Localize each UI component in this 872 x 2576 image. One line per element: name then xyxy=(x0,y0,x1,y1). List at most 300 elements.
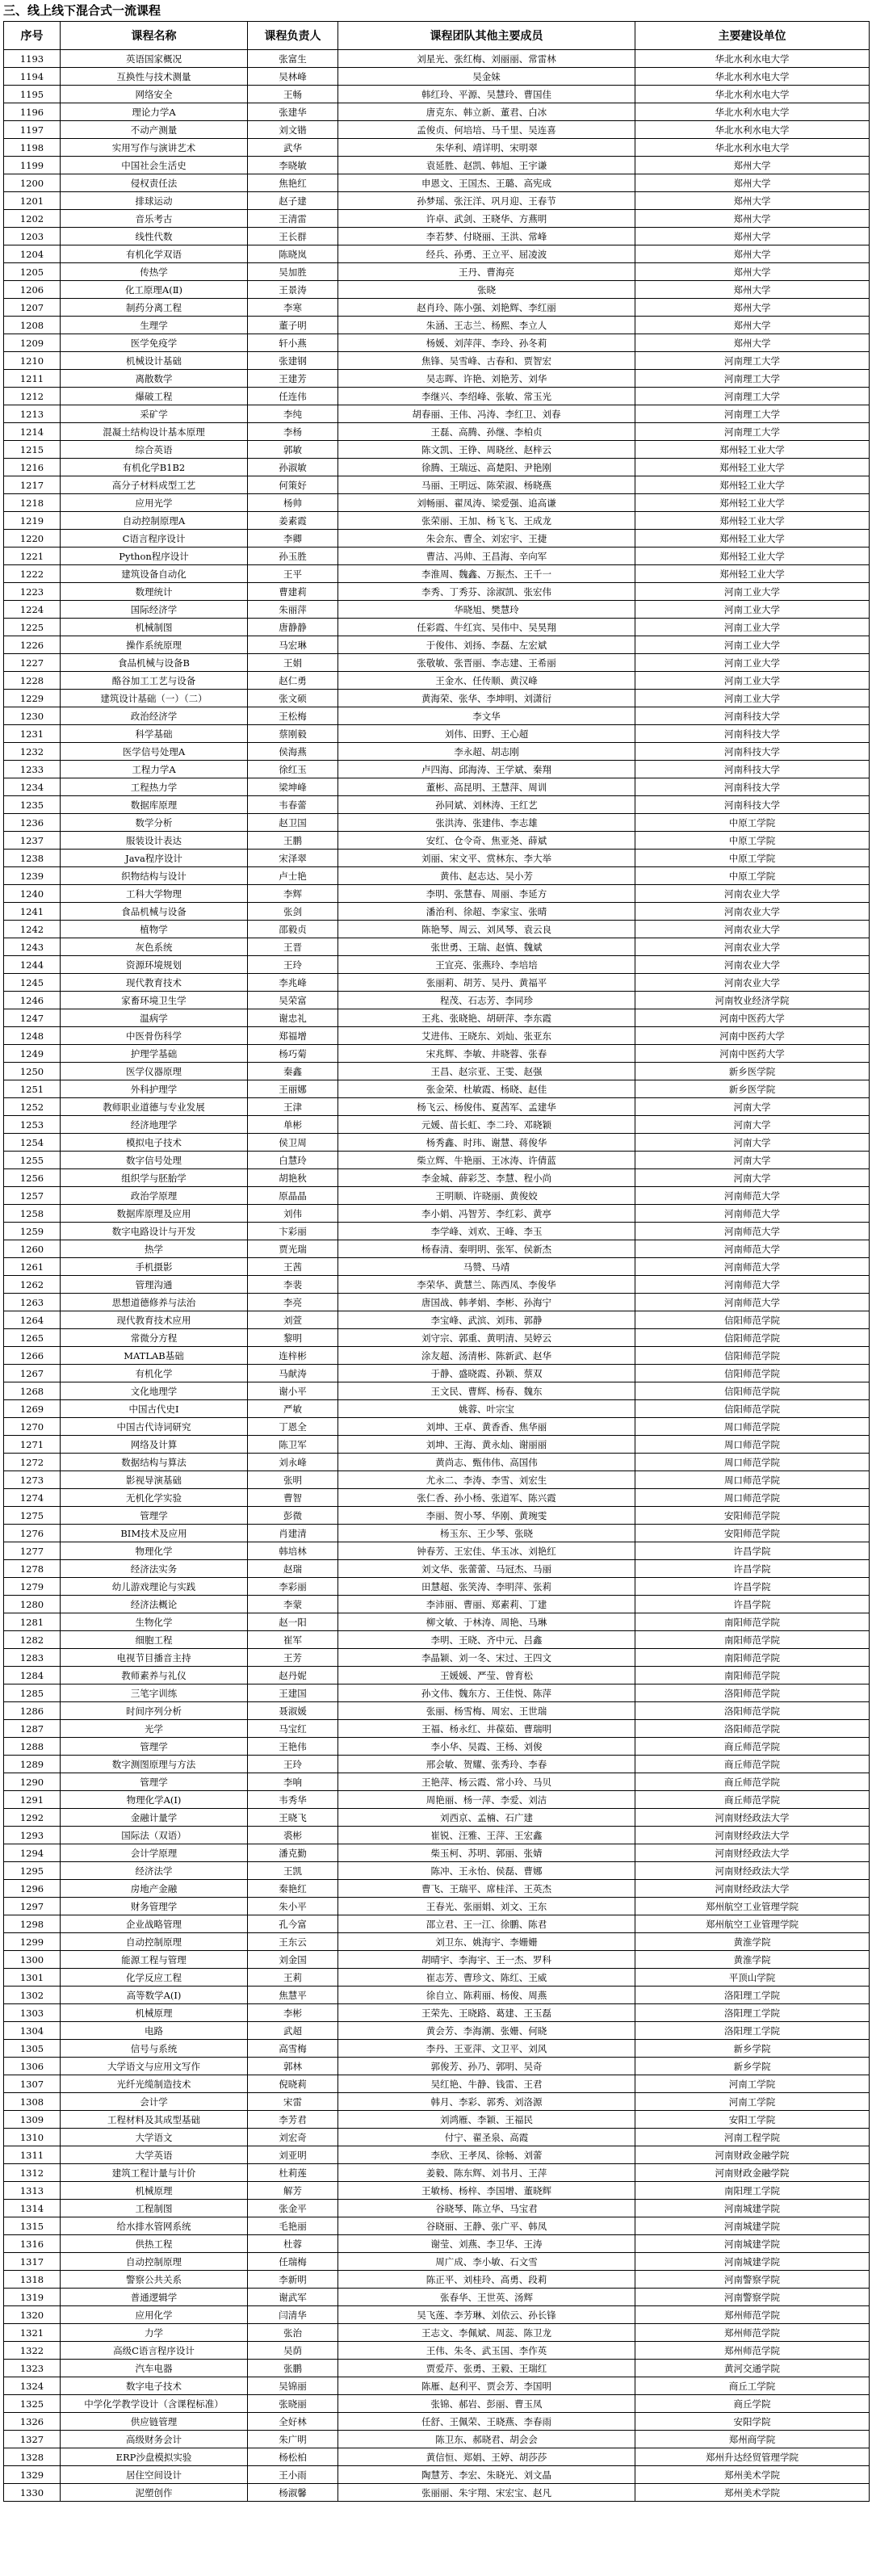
cell-team-members: 李晶颖、刘一冬、宋过、王四文 xyxy=(338,1649,635,1667)
cell-number: 1230 xyxy=(4,707,61,725)
cell-course-name: 理论力学A xyxy=(61,103,248,121)
table-row xyxy=(4,2200,870,2217)
cell-course-leader: 刘文锴 xyxy=(248,121,338,139)
cell-course-name: 电视节目播音主持 xyxy=(61,1649,248,1667)
cell-number: 1275 xyxy=(4,1507,61,1525)
cell-team-members: 李若梦、付晓丽、王洪、常峰 xyxy=(338,228,635,245)
table-row xyxy=(4,405,870,423)
cell-course-name: 给水排水管网系统 xyxy=(61,2217,248,2235)
cell-course-leader: 宋泽翠 xyxy=(248,850,338,867)
cell-team-members: 董彬、高昆明、王慧萍、周训 xyxy=(338,778,635,796)
cell-institution: 周口师范学院 xyxy=(635,1471,870,1489)
cell-course-leader: 唐静静 xyxy=(248,619,338,636)
cell-institution: 信阳师范学院 xyxy=(635,1365,870,1382)
cell-course-leader: 谢忠礼 xyxy=(248,1009,338,1027)
cell-institution: 南阳理工学院 xyxy=(635,2182,870,2200)
cell-number: 1263 xyxy=(4,1294,61,1311)
cell-course-leader: 李辉 xyxy=(248,885,338,903)
cell-course-name: 影视导演基础 xyxy=(61,1471,248,1489)
cell-team-members: 申恩文、王国杰、王璐、高宪成 xyxy=(338,174,635,192)
table-row xyxy=(4,423,870,441)
cell-course-name: 经济法实务 xyxy=(61,1560,248,1578)
cell-course-name: 综合英语 xyxy=(61,441,248,459)
table-row xyxy=(4,2271,870,2289)
cell-course-leader: 张剑 xyxy=(248,903,338,921)
cell-team-members: 张洪涛、张建伟、李志雄 xyxy=(338,814,635,832)
cell-institution: 河南城建学院 xyxy=(635,2235,870,2253)
cell-institution: 华北水利水电大学 xyxy=(635,86,870,103)
cell-number: 1244 xyxy=(4,956,61,974)
cell-number: 1254 xyxy=(4,1134,61,1152)
table-row xyxy=(4,1987,870,2004)
cell-course-leader: 曹建莉 xyxy=(248,583,338,601)
cell-team-members: 谷晓丽、王静、张广平、韩凤 xyxy=(338,2217,635,2235)
cell-course-name: 经济法学 xyxy=(61,1862,248,1880)
cell-number: 1211 xyxy=(4,370,61,388)
cell-course-leader: 杜莉莲 xyxy=(248,2164,338,2182)
cell-institution: 郑州大学 xyxy=(635,263,870,281)
cell-institution: 郑州升达经贸管理学院 xyxy=(635,2448,870,2466)
cell-institution: 郑州轻工业大学 xyxy=(635,459,870,476)
cell-number: 1307 xyxy=(4,2075,61,2093)
table-row xyxy=(4,1276,870,1294)
header-institution: 主要建设单位 xyxy=(635,22,870,50)
cell-team-members: 陈正平、刘桂玲、高勇、段莉 xyxy=(338,2271,635,2289)
table-row xyxy=(4,1152,870,1169)
cell-course-name: 会计学原理 xyxy=(61,1844,248,1862)
cell-course-leader: 张治 xyxy=(248,2324,338,2342)
cell-institution: 河南科技大学 xyxy=(635,778,870,796)
cell-institution: 信阳师范学院 xyxy=(635,1329,870,1347)
cell-institution: 河南农业大学 xyxy=(635,885,870,903)
cell-institution: 河南师范大学 xyxy=(635,1258,870,1276)
cell-number: 1290 xyxy=(4,1773,61,1791)
cell-number: 1234 xyxy=(4,778,61,796)
cell-institution: 河南工学院 xyxy=(635,2075,870,2093)
cell-team-members: 姚蓉、叶宗宝 xyxy=(338,1400,635,1418)
cell-number: 1296 xyxy=(4,1880,61,1898)
table-row xyxy=(4,174,870,192)
cell-team-members: 柴玉柯、苏明、郭丽、张婧 xyxy=(338,1844,635,1862)
cell-course-name: 建筑工程计量与计价 xyxy=(61,2164,248,2182)
cell-team-members: 吴红艳、牛静、钱雷、王君 xyxy=(338,2075,635,2093)
table-row xyxy=(4,583,870,601)
cell-institution: 河南工业大学 xyxy=(635,619,870,636)
cell-course-name: BIM技术及应用 xyxy=(61,1525,248,1542)
cell-institution: 河南大学 xyxy=(635,1098,870,1116)
cell-number: 1326 xyxy=(4,2413,61,2431)
table-row xyxy=(4,654,870,672)
cell-institution: 河南理工大学 xyxy=(635,388,870,405)
table-row xyxy=(4,636,870,654)
cell-course-leader: 张文硕 xyxy=(248,690,338,707)
cell-course-name: 模拟电子技术 xyxy=(61,1134,248,1152)
table-row xyxy=(4,1116,870,1134)
cell-institution: 安阳学院 xyxy=(635,2413,870,2431)
cell-course-leader: 朱广明 xyxy=(248,2431,338,2448)
cell-institution: 河南财政金融学院 xyxy=(635,2146,870,2164)
cell-course-leader: 卞彩丽 xyxy=(248,1223,338,1240)
table-row xyxy=(4,1205,870,1223)
cell-course-leader: 李纯 xyxy=(248,405,338,423)
cell-institution: 洛阳师范学院 xyxy=(635,1684,870,1702)
table-row xyxy=(4,743,870,761)
cell-number: 1330 xyxy=(4,2484,61,2502)
table-row xyxy=(4,1258,870,1276)
table-row xyxy=(4,885,870,903)
cell-team-members: 程茂、石志芳、李同珍 xyxy=(338,992,635,1009)
cell-course-leader: 赵仁勇 xyxy=(248,672,338,690)
cell-institution: 郑州轻工业大学 xyxy=(635,512,870,530)
cell-number: 1260 xyxy=(4,1240,61,1258)
cell-team-members: 马丽、王明远、陈荣淑、杨晓燕 xyxy=(338,476,635,494)
cell-course-leader: 全好林 xyxy=(248,2413,338,2431)
table-row xyxy=(4,601,870,619)
cell-course-leader: 聂淑媛 xyxy=(248,1702,338,1720)
cell-course-name: C语言程序设计 xyxy=(61,530,248,548)
cell-number: 1195 xyxy=(4,86,61,103)
cell-institution: 河南理工大学 xyxy=(635,423,870,441)
cell-course-name: 管理学 xyxy=(61,1507,248,1525)
cell-course-name: 中医骨伤科学 xyxy=(61,1027,248,1045)
cell-course-leader: 高雪梅 xyxy=(248,2040,338,2058)
cell-course-name: 自动控制原理 xyxy=(61,2253,248,2271)
table-row xyxy=(4,1507,870,1525)
cell-team-members: 张春华、王世英、汤辉 xyxy=(338,2289,635,2306)
cell-course-leader: 吴锦丽 xyxy=(248,2377,338,2395)
cell-number: 1274 xyxy=(4,1489,61,1507)
cell-team-members: 华晓旭、樊慧玲 xyxy=(338,601,635,619)
table-row xyxy=(4,1418,870,1436)
cell-institution: 河南师范大学 xyxy=(635,1294,870,1311)
cell-team-members: 邢会敏、贺耀、张秀玲、李春 xyxy=(338,1756,635,1773)
cell-institution: 河南师范大学 xyxy=(635,1240,870,1258)
table-row xyxy=(4,1525,870,1542)
cell-number: 1282 xyxy=(4,1631,61,1649)
cell-team-members: 黄伟、赵志达、吴小芳 xyxy=(338,867,635,885)
cell-course-leader: 张明 xyxy=(248,1471,338,1489)
cell-course-name: 热学 xyxy=(61,1240,248,1258)
cell-institution: 河南科技大学 xyxy=(635,743,870,761)
cell-course-name: 有机化学B1B2 xyxy=(61,459,248,476)
cell-course-leader: 李杨 xyxy=(248,423,338,441)
cell-course-name: 离散数学 xyxy=(61,370,248,388)
cell-institution: 河南理工大学 xyxy=(635,370,870,388)
table-row xyxy=(4,1187,870,1205)
cell-institution: 河南科技大学 xyxy=(635,761,870,778)
cell-course-leader: 刘伟 xyxy=(248,1205,338,1223)
table-row xyxy=(4,2129,870,2146)
cell-course-leader: 张金平 xyxy=(248,2200,338,2217)
cell-course-leader: 马宏琳 xyxy=(248,636,338,654)
cell-institution: 河南中医药大学 xyxy=(635,1009,870,1027)
cell-course-name: 数据库原理 xyxy=(61,796,248,814)
cell-course-leader: 王丽娜 xyxy=(248,1080,338,1098)
table-row xyxy=(4,1720,870,1738)
cell-institution: 信阳师范学院 xyxy=(635,1347,870,1365)
cell-number: 1268 xyxy=(4,1382,61,1400)
cell-course-name: 工程制图 xyxy=(61,2200,248,2217)
cell-institution: 河南城建学院 xyxy=(635,2200,870,2217)
cell-institution: 周口师范学院 xyxy=(635,1454,870,1471)
cell-course-leader: 朱丽萍 xyxy=(248,601,338,619)
cell-team-members: 谢莹、刘燕、李卫华、王涛 xyxy=(338,2235,635,2253)
cell-course-name: 建筑设计基础（一）（二） xyxy=(61,690,248,707)
cell-course-leader: 丁恩全 xyxy=(248,1418,338,1436)
table-row xyxy=(4,1311,870,1329)
cell-course-name: 幼儿游戏理论与实践 xyxy=(61,1578,248,1596)
table-row xyxy=(4,814,870,832)
cell-number: 1232 xyxy=(4,743,61,761)
cell-course-name: 传热学 xyxy=(61,263,248,281)
cell-course-leader: 王玲 xyxy=(248,1756,338,1773)
cell-course-leader: 刘宏奇 xyxy=(248,2129,338,2146)
cell-institution: 郑州师范学院 xyxy=(635,2342,870,2360)
cell-course-name: 资源环境规划 xyxy=(61,956,248,974)
cell-course-name: 网络安全 xyxy=(61,86,248,103)
cell-institution: 郑州航空工业管理学院 xyxy=(635,1898,870,1915)
cell-number: 1306 xyxy=(4,2058,61,2075)
cell-institution: 华北水利水电大学 xyxy=(635,121,870,139)
cell-course-leader: 王景涛 xyxy=(248,281,338,299)
cell-institution: 周口师范学院 xyxy=(635,1436,870,1454)
cell-course-name: 会计学 xyxy=(61,2093,248,2111)
cell-institution: 洛阳理工学院 xyxy=(635,2004,870,2022)
cell-number: 1289 xyxy=(4,1756,61,1773)
table-row xyxy=(4,299,870,317)
cell-number: 1252 xyxy=(4,1098,61,1116)
cell-institution: 中原工学院 xyxy=(635,850,870,867)
cell-number: 1322 xyxy=(4,2342,61,2360)
table-row xyxy=(4,1827,870,1844)
table-row xyxy=(4,334,870,352)
cell-course-name: 现代教育技术 xyxy=(61,974,248,992)
cell-course-leader: 李芳君 xyxy=(248,2111,338,2129)
cell-institution: 黄淮学院 xyxy=(635,1951,870,1969)
cell-course-leader: 杨帅 xyxy=(248,494,338,512)
cell-institution: 许昌学院 xyxy=(635,1542,870,1560)
cell-course-name: 织物结构与设计 xyxy=(61,867,248,885)
table-row xyxy=(4,2448,870,2466)
cell-institution: 河南科技大学 xyxy=(635,725,870,743)
cell-team-members: 刘丽、宋文平、赏林东、李大举 xyxy=(338,850,635,867)
cell-number: 1251 xyxy=(4,1080,61,1098)
cell-team-members: 艾进伟、王晓东、刘灿、张亚东 xyxy=(338,1027,635,1045)
cell-institution: 河南财经政法大学 xyxy=(635,1844,870,1862)
cell-institution: 洛阳理工学院 xyxy=(635,1987,870,2004)
cell-institution: 南阳师范学院 xyxy=(635,1667,870,1684)
cell-number: 1310 xyxy=(4,2129,61,2146)
cell-number: 1314 xyxy=(4,2200,61,2217)
cell-course-name: 高级C语言程序设计 xyxy=(61,2342,248,2360)
table-row xyxy=(4,352,870,370)
cell-number: 1279 xyxy=(4,1578,61,1596)
table-row xyxy=(4,1702,870,1720)
table-row xyxy=(4,2164,870,2182)
cell-institution: 南阳师范学院 xyxy=(635,1631,870,1649)
cell-team-members: 张锦、郝岩、彭丽、曹玉凤 xyxy=(338,2395,635,2413)
cell-team-members: 王艳萍、杨云霞、常小玲、马贝 xyxy=(338,1773,635,1791)
table-row xyxy=(4,1347,870,1365)
cell-institution: 河南大学 xyxy=(635,1116,870,1134)
cell-course-leader: 梁坤峰 xyxy=(248,778,338,796)
cell-course-leader: 彭微 xyxy=(248,1507,338,1525)
cell-team-members: 柴立辉、牛艳丽、王冰涛、许倩蓝 xyxy=(338,1152,635,1169)
cell-institution: 许昌学院 xyxy=(635,1578,870,1596)
cell-course-leader: 王玲 xyxy=(248,956,338,974)
cell-number: 1202 xyxy=(4,210,61,228)
cell-institution: 平顶山学院 xyxy=(635,1969,870,1987)
table-row xyxy=(4,1240,870,1258)
cell-course-name: 大学语文与应用文写作 xyxy=(61,2058,248,2075)
cell-course-name: 建筑设备自动化 xyxy=(61,565,248,583)
cell-team-members: 杨秀鑫、时玮、谢慧、蒋俊华 xyxy=(338,1134,635,1152)
cell-number: 1286 xyxy=(4,1702,61,1720)
cell-team-members: 崔锐、汪雅、王萍、王宏鑫 xyxy=(338,1827,635,1844)
table-row xyxy=(4,1098,870,1116)
cell-institution: 南阳师范学院 xyxy=(635,1613,870,1631)
cell-course-leader: 单彬 xyxy=(248,1116,338,1134)
table-row xyxy=(4,1631,870,1649)
table-row xyxy=(4,796,870,814)
cell-course-name: 工程热力学 xyxy=(61,778,248,796)
table-row xyxy=(4,1294,870,1311)
cell-team-members: 王敏杨、杨梓、李国增、董晓辉 xyxy=(338,2182,635,2200)
cell-institution: 河南财政金融学院 xyxy=(635,2164,870,2182)
cell-team-members: 朱会东、曹全、刘宏宇、王捷 xyxy=(338,530,635,548)
cell-course-name: 排球运动 xyxy=(61,192,248,210)
cell-course-name: 政治学原理 xyxy=(61,1187,248,1205)
cell-number: 1308 xyxy=(4,2093,61,2111)
cell-institution: 河南工业大学 xyxy=(635,636,870,654)
cell-number: 1262 xyxy=(4,1276,61,1294)
cell-course-leader: 赵卫国 xyxy=(248,814,338,832)
cell-course-leader: 谢小平 xyxy=(248,1382,338,1400)
cell-course-leader: 白慧玲 xyxy=(248,1152,338,1169)
cell-institution: 河南警察学院 xyxy=(635,2271,870,2289)
cell-team-members: 胡春丽、王伟、冯涛、李红卫、刘春 xyxy=(338,405,635,423)
cell-course-leader: 张鹏 xyxy=(248,2360,338,2377)
cell-number: 1218 xyxy=(4,494,61,512)
table-row xyxy=(4,548,870,565)
cell-course-name: 音乐考古 xyxy=(61,210,248,228)
cell-number: 1250 xyxy=(4,1063,61,1080)
cell-team-members: 朱涵、王志兰、杨熙、李立人 xyxy=(338,317,635,334)
cell-institution: 河南师范大学 xyxy=(635,1187,870,1205)
cell-number: 1219 xyxy=(4,512,61,530)
table-row xyxy=(4,725,870,743)
cell-team-members: 王明顺、许晓丽、黄俊姣 xyxy=(338,1187,635,1205)
cell-institution: 河南财经政法大学 xyxy=(635,1880,870,1898)
cell-institution: 商丘师范学院 xyxy=(635,1756,870,1773)
cell-course-name: 政治经济学 xyxy=(61,707,248,725)
table-row xyxy=(4,1667,870,1684)
cell-course-name: 管理学 xyxy=(61,1738,248,1756)
table-row xyxy=(4,832,870,850)
cell-institution: 安阳师范学院 xyxy=(635,1525,870,1542)
cell-course-name: 英语国家概况 xyxy=(61,50,248,68)
cell-institution: 河南农业大学 xyxy=(635,974,870,992)
cell-team-members: 李欣、王孝凤、徐畅、刘蕾 xyxy=(338,2146,635,2164)
cell-institution: 华北水利水电大学 xyxy=(635,139,870,157)
cell-course-name: 工程力学A xyxy=(61,761,248,778)
cell-number: 1198 xyxy=(4,139,61,157)
cell-institution: 河南工业大学 xyxy=(635,583,870,601)
cell-course-leader: 李寒 xyxy=(248,299,338,317)
table-row xyxy=(4,157,870,174)
cell-team-members: 马赞、马靖 xyxy=(338,1258,635,1276)
cell-course-leader: 王畅 xyxy=(248,86,338,103)
cell-institution: 信阳师范学院 xyxy=(635,1400,870,1418)
cell-course-leader: 孔今富 xyxy=(248,1915,338,1933)
cell-institution: 河南科技大学 xyxy=(635,796,870,814)
table-row xyxy=(4,867,870,885)
cell-number: 1320 xyxy=(4,2306,61,2324)
cell-team-members: 钟春芳、王宏佳、华玉冰、刘艳红 xyxy=(338,1542,635,1560)
cell-course-name: 食品机械与设备B xyxy=(61,654,248,672)
cell-team-members: 王昌、赵宗亚、王雯、赵强 xyxy=(338,1063,635,1080)
cell-course-leader: 吴荣富 xyxy=(248,992,338,1009)
cell-institution: 商丘师范学院 xyxy=(635,1773,870,1791)
cell-course-name: 思想道德修养与法治 xyxy=(61,1294,248,1311)
cell-course-name: 普通逻辑学 xyxy=(61,2289,248,2306)
cell-course-name: 服装设计表达 xyxy=(61,832,248,850)
cell-course-name: 高级财务会计 xyxy=(61,2431,248,2448)
cell-team-members: 王志文、李佩斌、周蕊、陈卫龙 xyxy=(338,2324,635,2342)
cell-number: 1321 xyxy=(4,2324,61,2342)
cell-course-leader: 王鹏 xyxy=(248,832,338,850)
cell-number: 1197 xyxy=(4,121,61,139)
cell-institution: 河南大学 xyxy=(635,1134,870,1152)
cell-course-leader: 刘永峰 xyxy=(248,1454,338,1471)
cell-institution: 郑州轻工业大学 xyxy=(635,565,870,583)
cell-institution: 郑州大学 xyxy=(635,281,870,299)
cell-team-members: 陈艳琴、周云、刘风琴、袁云良 xyxy=(338,921,635,938)
cell-number: 1323 xyxy=(4,2360,61,2377)
cell-course-name: 信号与系统 xyxy=(61,2040,248,2058)
cell-number: 1210 xyxy=(4,352,61,370)
cell-team-members: 王春光、张丽娟、刘文、王东 xyxy=(338,1898,635,1915)
cell-number: 1229 xyxy=(4,690,61,707)
cell-course-leader: 韦春蕾 xyxy=(248,796,338,814)
cell-institution: 郑州师范学院 xyxy=(635,2306,870,2324)
cell-course-leader: 杨淑馨 xyxy=(248,2484,338,2502)
cell-team-members: 郭俊芳、孙乃、郭明、吴奇 xyxy=(338,2058,635,2075)
cell-course-name: 温病学 xyxy=(61,1009,248,1027)
cell-course-leader: 原晶晶 xyxy=(248,1187,338,1205)
table-row xyxy=(4,2413,870,2431)
table-row xyxy=(4,850,870,867)
cell-course-leader: 秦鑫 xyxy=(248,1063,338,1080)
table-row xyxy=(4,903,870,921)
cell-number: 1194 xyxy=(4,68,61,86)
cell-team-members: 任彩霞、牛红宾、吴伟中、吴昊翔 xyxy=(338,619,635,636)
cell-course-name: 光纤光缆制造技术 xyxy=(61,2075,248,2093)
cell-course-name: 实用写作与演讲艺术 xyxy=(61,139,248,157)
cell-institution: 商丘师范学院 xyxy=(635,1791,870,1809)
table-row xyxy=(4,2217,870,2235)
cell-institution: 河南财经政法大学 xyxy=(635,1862,870,1880)
cell-team-members: 卢四海、邱海涛、王学斌、秦翔 xyxy=(338,761,635,778)
cell-course-name: 医学仪器原理 xyxy=(61,1063,248,1080)
cell-course-leader: 肖建清 xyxy=(248,1525,338,1542)
cell-team-members: 杨飞云、杨俊伟、夏茜军、孟建华 xyxy=(338,1098,635,1116)
table-row xyxy=(4,761,870,778)
cell-course-name: 居住空间设计 xyxy=(61,2466,248,2484)
cell-course-leader: 吴林峰 xyxy=(248,68,338,86)
cell-team-members: 王丹、曹海亮 xyxy=(338,263,635,281)
table-row xyxy=(4,121,870,139)
